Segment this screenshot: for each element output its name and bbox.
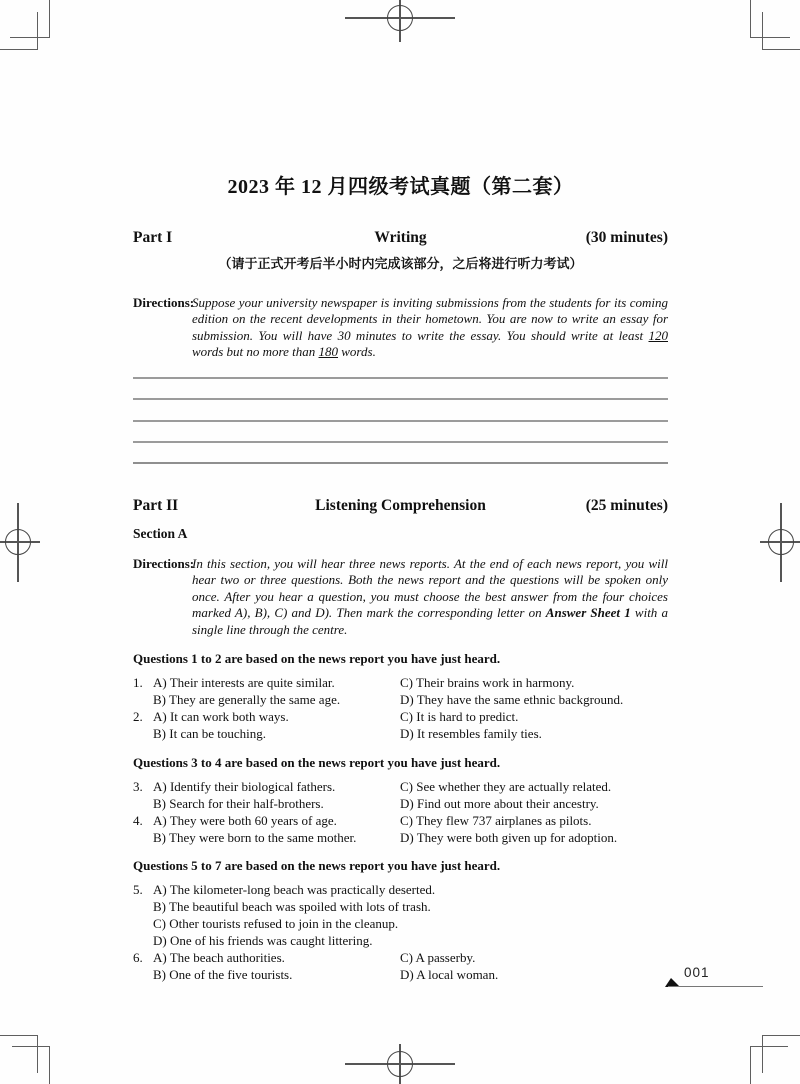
question-row	[133, 674, 668, 691]
registration-mark-right-icon	[760, 503, 800, 582]
question-row	[133, 812, 668, 829]
question-row	[133, 949, 668, 966]
question-row	[133, 778, 668, 795]
footer-page-number: 001	[684, 965, 710, 980]
crop-mark-bottom-right-inner	[750, 1046, 788, 1084]
writing-line	[133, 377, 668, 398]
writing-answer-lines	[133, 377, 668, 483]
question-row	[133, 966, 668, 983]
answer-sheet-bold: Answer Sheet 1	[545, 605, 631, 621]
min-words-underlined: 120	[648, 327, 668, 343]
option-d: D) They were both given up for adoption.	[400, 830, 618, 846]
option-a: A) The kilometer-long beach was practically deserted.	[153, 882, 436, 898]
option-d: D) Find out more about their ancestry.	[400, 796, 599, 812]
option-a: A) They were both 60 years of age.	[153, 813, 337, 829]
question-row	[133, 725, 668, 742]
part2-directions-text: In this section, you will hear three news reports. At the end of each news report, you will hear two or three questions. Both the news report and the questions will be spoken only once. After you hear a question, you must choose the best answer from the four choices marked A), B), C) and D). Then mark the corresponding letter on Answer Sheet 1 with a single line through the centre.	[192, 555, 668, 637]
part2-directions-label: Directions:	[133, 555, 195, 571]
option-b: B) Search for their half-brothers.	[153, 796, 324, 812]
question-5	[133, 881, 668, 949]
option-c: C) They flew 737 airplanes as pilots.	[400, 813, 592, 829]
question-1	[133, 674, 668, 708]
question-number: 2.	[133, 709, 143, 725]
question-group-heading-1: Questions 1 to 2 are based on the news report you have just heard.	[133, 651, 501, 667]
part2-label: Part II	[133, 496, 179, 514]
exam-content	[133, 0, 668, 983]
question-group-heading-2: Questions 3 to 4 are based on the news report you have just heard.	[133, 755, 501, 771]
question-row	[133, 708, 668, 725]
question-row	[133, 829, 668, 846]
option-b: B) One of the five tourists.	[153, 967, 293, 983]
option-b: B) The beautiful beach was spoiled with lots of trash.	[153, 899, 431, 915]
part1-label: Part I	[133, 229, 173, 246]
writing-line	[133, 462, 668, 483]
part2-time: (25 minutes)	[585, 496, 668, 514]
question-group-heading-3: Questions 5 to 7 are based on the news report you have just heard.	[133, 858, 501, 874]
option-d: D) They have the same ethnic background.	[400, 692, 624, 708]
part1-chinese-note: （请于正式开考后半小时内完成该部分，之后将进行听力考试）	[218, 256, 583, 271]
part1-directions-text: Suppose your university newspaper is inviting submissions from the students for its coming edition on the recent developments in their hometown. You are now to write an essay for submission. You will have 30 minutes to write the essay. You should write at least 120 words but no more than 180 words.	[192, 295, 668, 359]
writing-line	[133, 441, 668, 462]
question-4	[133, 812, 668, 846]
question-6	[133, 949, 668, 983]
footer-rule	[668, 986, 763, 987]
writing-line	[133, 398, 668, 419]
part1-time: (30 minutes)	[585, 229, 668, 246]
option-c: C) A passerby.	[400, 950, 476, 966]
part1-header	[133, 229, 668, 246]
option-a: A) It can work both ways.	[153, 709, 289, 725]
option-a: A) Their interests are quite similar.	[153, 675, 335, 691]
page-title: 2023 年 12 月四级考试真题（第二套）	[227, 176, 574, 198]
part2-header	[133, 497, 668, 514]
writing-line	[133, 420, 668, 441]
option-b: B) It can be touching.	[153, 726, 266, 742]
question-number: 6.	[133, 950, 143, 966]
option-d: D) A local woman.	[400, 967, 499, 983]
registration-mark-left-icon	[0, 503, 40, 582]
question-number: 3.	[133, 779, 143, 795]
option-d: D) One of his friends was caught littering.	[153, 933, 373, 949]
question-3	[133, 778, 668, 812]
question-row	[133, 932, 668, 949]
option-b: B) They are generally the same age.	[153, 692, 341, 708]
option-a: A) Identify their biological fathers.	[153, 779, 336, 795]
question-row	[133, 915, 668, 932]
max-words-underlined: 180	[318, 343, 339, 359]
crop-mark-bottom-left-inner	[12, 1046, 50, 1084]
question-row	[133, 691, 668, 708]
question-number: 4.	[133, 813, 143, 829]
question-row	[133, 881, 668, 898]
part1-directions-label: Directions:	[133, 295, 195, 310]
part2-directions	[133, 556, 668, 639]
option-c: C) See whether they are actually related.	[400, 779, 612, 795]
option-c: C) Other tourists refused to join in the cleanup.	[153, 916, 399, 932]
option-b: B) They were born to the same mother.	[153, 830, 357, 846]
option-d: D) It resembles family ties.	[400, 726, 542, 742]
option-a: A) The beach authorities.	[153, 950, 285, 966]
question-number: 5.	[133, 882, 143, 898]
part1-title: Writing	[374, 229, 427, 246]
question-row	[133, 795, 668, 812]
question-row	[133, 898, 668, 915]
registration-mark-bottom-icon	[345, 1044, 455, 1084]
question-2	[133, 708, 668, 742]
crop-mark-top-left-inner	[0, 12, 38, 50]
part1-directions	[133, 295, 668, 360]
part2-title: Listening Comprehension	[315, 496, 486, 514]
crop-mark-top-right-inner	[762, 12, 800, 50]
section-a-label: Section A	[133, 525, 188, 541]
option-c: C) It is hard to predict.	[400, 709, 519, 725]
option-c: C) Their brains work in harmony.	[400, 675, 575, 691]
question-number: 1.	[133, 675, 143, 691]
